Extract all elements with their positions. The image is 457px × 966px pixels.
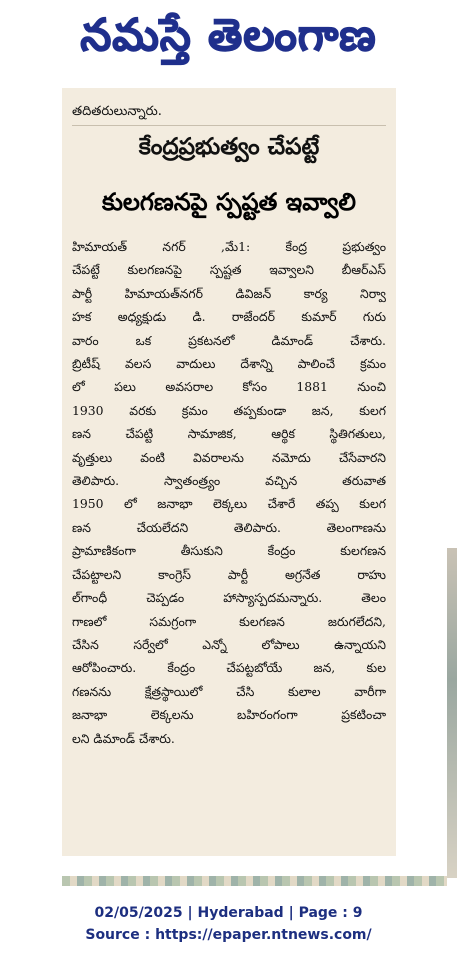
article-body-line: హక అధ్యక్షుడు డి. రాజేందర్ కుమార్ గురు — [72, 309, 386, 325]
cut-off-previous-text — [72, 90, 386, 102]
source-footer — [0, 902, 457, 946]
article-body-line: వారం ఒక ప్రకటనలో డిమాండ్ చేశారు. — [72, 332, 386, 348]
article-body-line: వృత్తులు వంటి వివరాలను నమోదు చేసేవారని — [72, 449, 386, 465]
article-body — [72, 235, 386, 750]
article-body-line: ణన చేయలేదని తెలిపారు. తెలంగాణను — [72, 519, 386, 535]
news-clipping — [62, 88, 396, 856]
article-body-line: గాణలో సమగ్రంగా కులగణన జరుగలేదని, — [72, 613, 386, 629]
article-body-line: పార్టీ హిమాయత్‌నగర్ డివిజన్ కార్య నిర్వా — [72, 285, 386, 301]
article-body-line: చేపట్టే కులగణనపై స్పష్టత ఇవ్వాలని బీఆర్ఎస్ — [72, 262, 386, 278]
previous-article-ending: తదితరులున్నారు. — [72, 104, 162, 119]
article-body-line: చేపట్టాలని కాంగ్రెస్ పార్టీ అగ్రనేత రాహు — [72, 566, 386, 582]
article-body-line: ఆరోపించారు. కేంద్రం చేపట్టబోయే జన, కుల — [72, 660, 386, 676]
newspaper-logo-title: నమస్తే తెలంగాణ — [80, 10, 377, 61]
article-headline: కులగణనపై స్పష్టత ఇవ్వాలి — [102, 188, 356, 216]
source-url: Source : https://epaper.ntnews.com/ — [85, 927, 372, 943]
cropped-photo-strip — [62, 876, 447, 886]
article-body-line: హిమాయత్ నగర్ ,మే1: కేంద్ర ప్రభుత్వం — [72, 239, 386, 254]
article-body-line: గణనను క్షేత్రస్థాయిలో చేసి కులాల వారీగా — [72, 683, 386, 699]
masthead — [0, 0, 457, 82]
adjacent-photo-edge — [447, 548, 457, 878]
article-body-line: ప్రామాణికంగా తీసుకుని కేంద్రం కులగణన — [72, 543, 386, 559]
article-kicker: కేంద్రప్రభుత్వం చేపట్టే — [138, 134, 320, 160]
article-body-line: లో పలు అవసరాల కోసం 1881 నుంచి — [72, 379, 386, 395]
article-body-line: చేసిన సర్వేలో ఎన్నో లోపాలు ఉన్నాయని — [72, 636, 386, 652]
article-body-line: ల్‌గాంధీ చెప్పడం హాస్యాస్పదమన్నారు. తెలం — [72, 590, 386, 606]
article-body-line: 1950 లో జనాభా లెక్కలు చేశారే తప్ప కులగ — [72, 496, 386, 512]
edition-info: 02/05/2025 | Hyderabad | Page : 9 — [94, 905, 363, 921]
article-body-line: లని డిమాండ్ చేశారు. — [72, 730, 175, 746]
article-body-line: తెలిపారు. స్వాతంత్ర్యం వచ్చిన తరువాత — [72, 473, 386, 489]
article-body-line: ణన చేపట్టి సామాజిక, ఆర్థిక స్థితిగతులు, — [72, 426, 386, 442]
section-divider — [72, 125, 386, 126]
article-body-line: జనాభా లెక్కలను బహిరంగంగా ప్రకటించా — [72, 707, 386, 723]
article-body-line: 1930 వరకు క్రమం తప్పకుండా జన, కులగ — [72, 402, 386, 418]
article-body-line: బ్రిటీష్ వలస వాదులు దేశాన్ని పాలించే క్రమం — [72, 356, 386, 372]
